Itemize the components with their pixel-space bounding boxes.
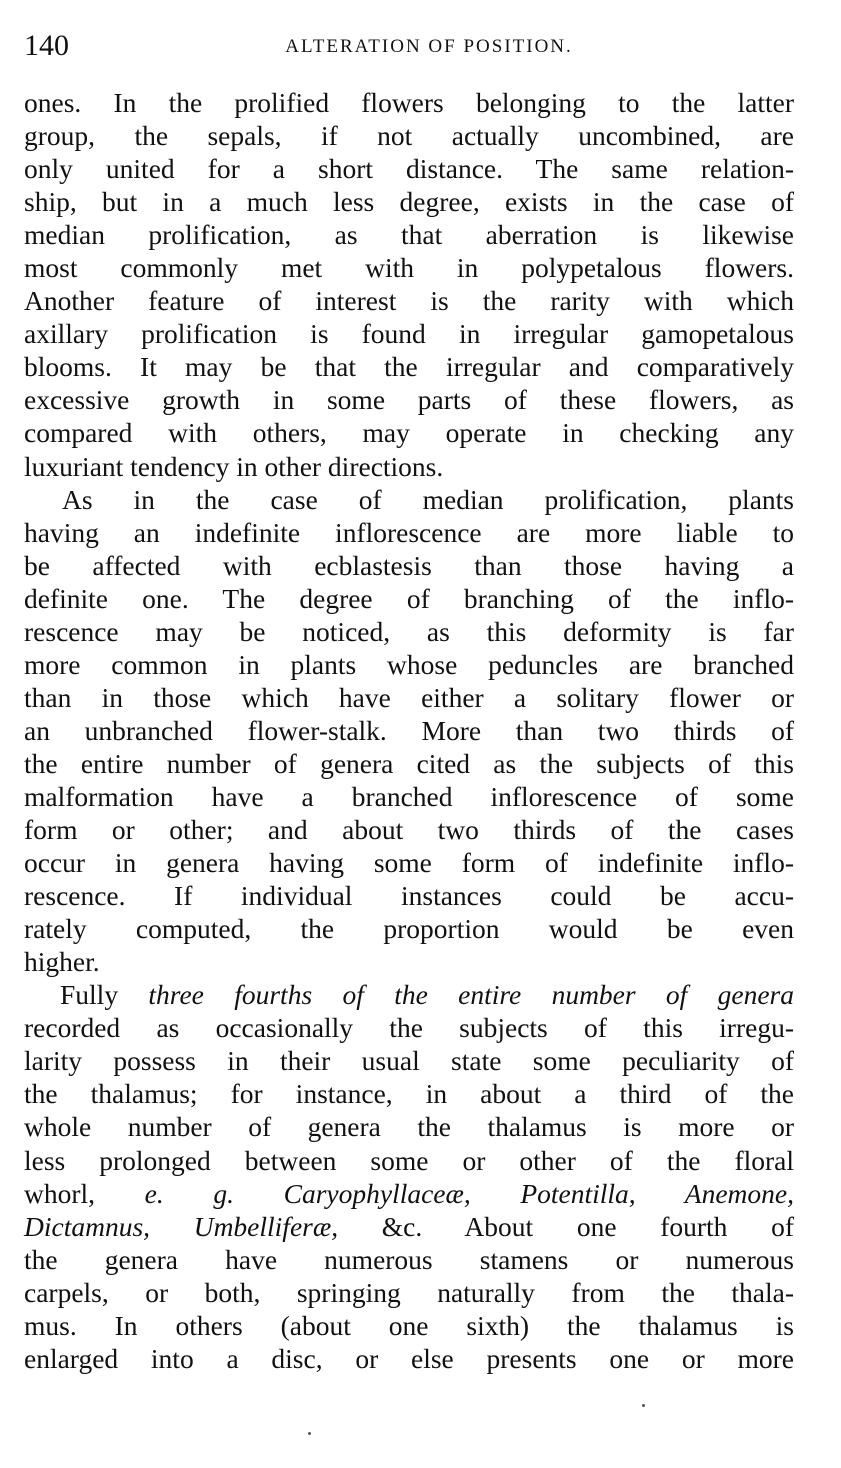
page-number: 140 [24, 29, 69, 62]
text-line: malformation have a branched inflorescence of some [24, 780, 794, 812]
text-line: group, the sepals, if not actually uncombined, are [24, 120, 794, 152]
text-segment: whorl, [24, 1177, 145, 1209]
text-line: less prolonged between some or other of the floral [24, 1144, 794, 1176]
text-line [24, 1177, 794, 1210]
text-line: having an indefinite inflorescence are more liable to [24, 516, 794, 548]
text-line: an unbranched flower-stalk. More than two thirds of [24, 714, 794, 746]
italic-text: e. g. Caryophyllaceæ, Potentilla, Anemone, [144, 1177, 794, 1209]
text-line: median prolification, as that aberration is likewise [24, 219, 794, 251]
running-title: ALTERATION OF POSITION. [285, 36, 573, 57]
scan-speck [308, 1432, 311, 1435]
body-text [24, 86, 794, 1375]
text-line: higher. [24, 946, 100, 978]
text-line: only united for a short distance. The same relation- [24, 153, 794, 185]
text-line: be affected with ecblastesis than those having a [24, 549, 794, 581]
text-line [24, 978, 794, 1011]
text-line: more common in plants whose peduncles are branched [24, 648, 794, 680]
text-line: ship, but in a much less degree, exists in the case of [24, 186, 794, 218]
text-line: occur in genera having some form of indefinite inflo- [24, 847, 794, 879]
text-line: the genera have numerous stamens or numerous [24, 1243, 794, 1275]
text-line: form or other; and about two thirds of the cases [24, 814, 794, 846]
paragraph-3 [24, 978, 794, 1375]
italic-text: Dictamnus, Umbelliferæ, [24, 1210, 339, 1242]
text-line: blooms. It may be that the irregular and comparatively [24, 351, 794, 383]
text-line: than in those which have either a solitary flower or [24, 681, 794, 713]
text-line: rescence. If individual instances could be accu- [24, 880, 794, 912]
text-line: luxuriant tendency in other directions. [24, 450, 444, 482]
text-segment: &c. About one fourth of [338, 1210, 794, 1242]
text-line: definite one. The degree of branching of the inflo- [24, 582, 794, 614]
text-line: rescence may be noticed, as this deformity is far [24, 615, 794, 647]
text-line: rately computed, the proportion would be even [24, 913, 794, 945]
paragraph-1 [24, 86, 794, 483]
text-line: compared with others, may operate in checking any [24, 417, 794, 449]
text-line: larity possess in their usual state some peculiarity of [24, 1045, 794, 1077]
text-line: carpels, or both, springing naturally from the thala- [24, 1276, 794, 1308]
text-line: ones. In the prolified flowers belonging to the latter [24, 87, 794, 118]
text-line: Another feature of interest is the rarity with which [24, 285, 794, 317]
text-line [24, 1210, 794, 1243]
text-line: most commonly met with in polypetalous flowers. [24, 252, 794, 284]
text-line: the entire number of genera cited as the subjects of this [24, 747, 794, 779]
text-line: excessive growth in some parts of these flowers, as [24, 384, 794, 416]
text-line: enlarged into a disc, or else presents one or more [24, 1342, 794, 1374]
text-line: As in the case of median prolification, plants [62, 483, 794, 515]
scan-speck [642, 1404, 645, 1407]
text-line: whole number of genera the thalamus is more or [24, 1111, 794, 1143]
text-line: the thalamus; for instance, in about a third of the [24, 1078, 794, 1110]
text-segment: Fully [60, 979, 149, 1011]
paragraph-2 [24, 483, 794, 979]
page-header [24, 28, 804, 68]
text-line: recorded as occasionally the subjects of this irregu- [24, 1012, 794, 1044]
text-line: mus. In others (about one sixth) the thalamus is [24, 1309, 794, 1341]
text-line: axillary prolification is found in irregular gamopetalous [24, 318, 794, 350]
italic-text: three fourths of the entire number of genera [148, 979, 794, 1011]
